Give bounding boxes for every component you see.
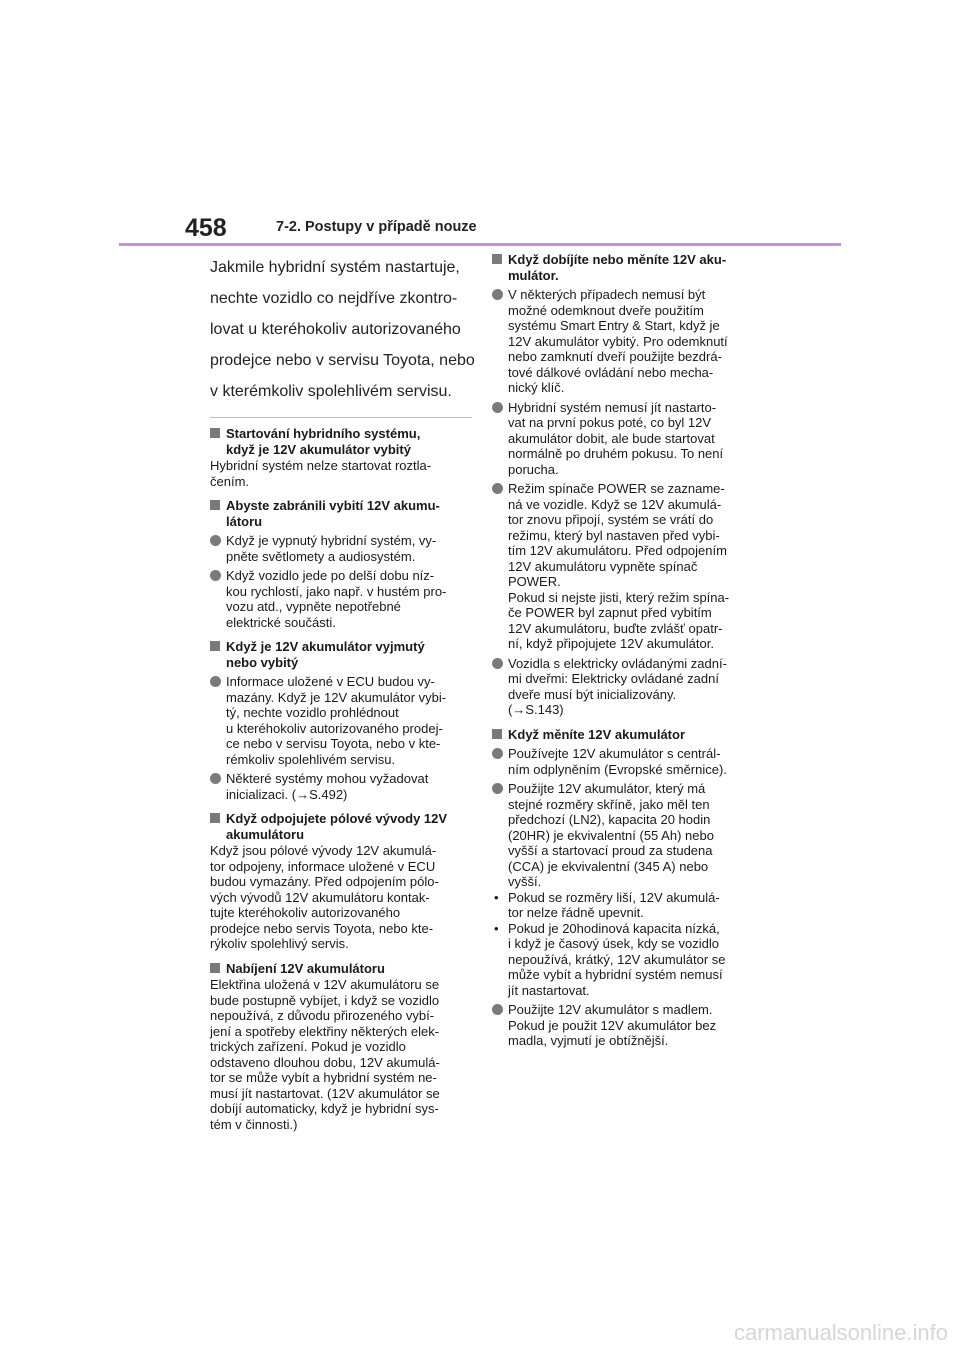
circle-bullet-icon bbox=[210, 773, 221, 784]
text-line: Použijte 12V akumulátor s madlem. bbox=[508, 1002, 713, 1017]
section-text bbox=[210, 977, 472, 1132]
text-line: pněte světlomety a audiosystém. bbox=[226, 548, 416, 564]
text-line: Režim spínače POWER se zazname- bbox=[508, 481, 725, 496]
text-line: Jakmile hybridní systém nastartuje, bbox=[210, 259, 460, 276]
text-line: (CCA) je ekvivalentní (345 A) nebo bbox=[508, 858, 709, 874]
list-item bbox=[210, 568, 472, 630]
text-line: látoru bbox=[226, 513, 263, 529]
text-line: Pokud si nejste jisti, který režim spína- bbox=[508, 589, 730, 605]
text-line: čením. bbox=[210, 473, 250, 489]
list-item bbox=[210, 771, 472, 802]
text-line: kou rychlostí, jako např. v hustém pro- bbox=[226, 583, 447, 599]
circle-bullet-icon bbox=[492, 402, 503, 413]
text-line: ní, když připojujete 12V akumulátor. bbox=[508, 636, 714, 651]
watermark: carmanualsonline.info bbox=[733, 1320, 948, 1345]
text-line: možné odemknout dveře použitím bbox=[508, 302, 704, 318]
list-item bbox=[492, 400, 758, 478]
square-bullet-icon bbox=[210, 428, 220, 438]
section-heading bbox=[210, 811, 472, 842]
text-line: rémkoliv spolehlivém servisu. bbox=[226, 751, 396, 767]
square-bullet-icon bbox=[492, 254, 502, 264]
text-line: inicializaci. (→S.492) bbox=[226, 786, 348, 802]
circle-bullet-icon bbox=[492, 1004, 503, 1015]
text-line: mazány. Když je 12V akumulátor vybi- bbox=[226, 689, 447, 705]
text-line: u kteréhokoliv autorizovaného prodej- bbox=[226, 720, 443, 736]
text-line: Když je vypnutý hybridní systém, vy- bbox=[226, 533, 437, 548]
text-line: předchozí (LN2), kapacita 20 hodin bbox=[508, 812, 711, 827]
text-line: Použijte 12V akumulátor, který má bbox=[508, 781, 706, 796]
text-line: elektrické součásti. bbox=[226, 614, 336, 630]
text-line: če POWER byl zapnut před vybitím bbox=[508, 605, 712, 620]
list-item bbox=[210, 533, 472, 564]
sub-list-item bbox=[492, 890, 758, 921]
text-line: Hybridní systém nelze startovat roztla- bbox=[210, 458, 432, 473]
square-bullet-icon bbox=[210, 813, 220, 823]
text-line: ná ve vozidle. Když se 12V akumulá- bbox=[508, 496, 722, 512]
small-bullet-icon: • bbox=[494, 889, 499, 905]
text-line: tujte kteréhokoliv autorizovaného bbox=[210, 905, 401, 920]
left-column bbox=[210, 252, 475, 1141]
text-line: vyšší. bbox=[508, 874, 542, 889]
text-line: Abyste zabránili vybití 12V akumu- bbox=[226, 498, 440, 513]
text-line: tové dálkové ovládání nebo mecha- bbox=[508, 364, 714, 380]
section-prevent-discharge bbox=[210, 498, 472, 630]
text-line: systému Smart Entry & Start, když je bbox=[508, 318, 720, 333]
circle-bullet-icon bbox=[492, 748, 503, 759]
sub-list-item bbox=[492, 921, 758, 999]
text-line: Informace uložené v ECU budou vy- bbox=[226, 674, 435, 689]
text-line: vozu atd., vypněte nepotřebné bbox=[226, 599, 401, 614]
text-line: Když je 12V akumulátor vyjmutý bbox=[226, 639, 425, 654]
page-number: 458 bbox=[185, 214, 227, 242]
text-line: prodejce nebo v servisu Toyota, nebo bbox=[210, 352, 475, 369]
text-line: 12V akumulátoru, buďte zvlášť opatr- bbox=[508, 620, 723, 636]
text-line: vých vývodů 12V akumulátoru kontak- bbox=[210, 889, 430, 905]
section-charging bbox=[210, 961, 472, 1133]
intro-paragraph bbox=[210, 252, 475, 407]
list-item bbox=[492, 656, 758, 718]
small-bullet-icon: • bbox=[494, 920, 499, 936]
text-line: Když jsou pólové vývody 12V akumulá- bbox=[210, 843, 437, 858]
text-line: jít nastartovat. bbox=[508, 982, 590, 998]
text-line: Když dobíjíte nebo měníte 12V aku- bbox=[508, 252, 727, 267]
square-bullet-icon bbox=[210, 963, 220, 973]
text-line: nebo vybitý bbox=[226, 654, 299, 670]
text-line: Pokud se rozměry liší, 12V akumulá- bbox=[508, 889, 720, 905]
text-line: nický klíč. bbox=[508, 380, 565, 395]
section-replacing-battery bbox=[492, 727, 758, 1049]
text-line: tý, nechte vozidlo prohlédnout bbox=[226, 705, 399, 720]
text-line: tor odpojeny, informace uložené v ECU bbox=[210, 858, 436, 874]
text-line: může vybít a hybridní systém nemusí bbox=[508, 967, 723, 982]
text-line: normálně po druhém pokusu. To není bbox=[508, 446, 724, 461]
text-line: když je 12V akumulátor vybitý bbox=[226, 441, 411, 457]
list-item bbox=[492, 287, 758, 396]
text-line: Pokud je 20hodinová kapacita nízká, bbox=[508, 920, 720, 936]
text-line: Elektřina uložená v 12V akumulátoru se bbox=[210, 977, 440, 992]
text-line: mulátor. bbox=[508, 267, 559, 283]
section-recharging-replacing bbox=[492, 252, 758, 718]
text-line: rýkoliv spolehlivý servis. bbox=[210, 936, 349, 951]
text-line: nepoužívá, krátký, 12V akumulátor se bbox=[508, 951, 726, 967]
text-line: dobíjí automaticky, když je hybridní sys- bbox=[210, 1101, 439, 1116]
text-line: odstaveno dlouhou dobu, 12V akumulá- bbox=[210, 1054, 440, 1070]
section-battery-removed bbox=[210, 639, 472, 802]
text-line: v kterémkoliv spolehlivém servisu. bbox=[210, 383, 452, 400]
text-line: (20HR) je ekvivalentní (55 Ah) nebo bbox=[508, 827, 714, 843]
section-heading bbox=[210, 961, 472, 977]
text-line: mi dveřmi: Elektricky ovládané zadní bbox=[508, 671, 719, 686]
square-bullet-icon bbox=[210, 641, 220, 651]
circle-bullet-icon bbox=[492, 658, 503, 669]
text-line: 12V akumulátoru vypněte spínač bbox=[508, 558, 698, 574]
section-heading bbox=[492, 252, 758, 283]
square-bullet-icon bbox=[492, 729, 502, 739]
chapter-title: 7-2. Postupy v případě nouze bbox=[276, 219, 477, 235]
square-bullet-icon bbox=[210, 500, 220, 510]
text-line: tor se může vybít a hybridní systém ne- bbox=[210, 1070, 437, 1085]
text-line: ce nebo v servisu Toyota, nebo v kte- bbox=[226, 736, 441, 751]
text-line: Používejte 12V akumulátor s centrál- bbox=[508, 746, 721, 761]
list-item bbox=[492, 481, 758, 652]
list-item bbox=[492, 746, 758, 777]
section-heading bbox=[210, 639, 472, 670]
circle-bullet-icon bbox=[210, 535, 221, 546]
text-line: akumulátoru bbox=[226, 826, 305, 842]
list-item bbox=[210, 674, 472, 767]
text-line: madla, vyjmutí je obtížnější. bbox=[508, 1033, 669, 1048]
text-line: musí jít nastartovat. (12V akumulátor se bbox=[210, 1085, 440, 1101]
text-line: tím 12V akumulátoru. Před odpojením bbox=[508, 543, 727, 558]
circle-bullet-icon bbox=[210, 570, 221, 581]
text-line: trických zařízení. Pokud je vozidlo bbox=[210, 1039, 406, 1054]
text-line: nebo zamknutí dveří použijte bezdrá- bbox=[508, 349, 722, 364]
right-column bbox=[492, 252, 758, 1058]
section-disconnect-terminals bbox=[210, 811, 472, 952]
text-line: Hybridní systém nemusí jít nastarto- bbox=[508, 399, 717, 415]
circle-bullet-icon bbox=[492, 783, 503, 794]
section-text bbox=[210, 843, 472, 952]
text-line: Když odpojujete pólové vývody 12V bbox=[226, 811, 448, 826]
text-line: Když měníte 12V akumulátor bbox=[508, 726, 685, 742]
text-line: i když je časový úsek, kdy se vozidlo bbox=[508, 936, 719, 951]
circle-bullet-icon bbox=[492, 483, 503, 494]
text-line: POWER. bbox=[508, 574, 561, 589]
list-item bbox=[492, 781, 758, 890]
section-starting-hybrid bbox=[210, 426, 472, 489]
section-text bbox=[210, 458, 472, 489]
text-line: prodejce nebo servis Toyota, nebo kte- bbox=[210, 920, 434, 936]
header-rule bbox=[119, 243, 841, 246]
text-line: stejné rozměry skříně, jako měl ten bbox=[508, 796, 710, 812]
text-line: lovat u kteréhokoliv autorizovaného bbox=[210, 321, 461, 338]
text-line: akumulátor dobit, ale bude startovat bbox=[508, 430, 715, 446]
text-line: Některé systémy mohou vyžadovat bbox=[226, 771, 429, 786]
section-heading bbox=[210, 498, 472, 529]
text-line: vat na první pokus poté, co byl 12V bbox=[508, 415, 712, 430]
text-line: nechte vozidlo co nejdříve zkontro- bbox=[210, 290, 458, 307]
section-heading bbox=[210, 426, 472, 457]
text-line: Vozidla s elektricky ovládanými zadní- bbox=[508, 655, 727, 671]
text-line: porucha. bbox=[508, 461, 559, 477]
text-line: nepoužívá, z důvodu přirozeného vybí- bbox=[210, 1008, 435, 1023]
circle-bullet-icon bbox=[210, 676, 221, 687]
section-divider bbox=[210, 417, 472, 418]
text-line: bude postupně vybíjet, i když se vozidlo bbox=[210, 992, 440, 1008]
text-line: tor nelze řádně upevnit. bbox=[508, 905, 644, 920]
text-line: 12V akumulátor vybitý. Pro odemknutí bbox=[508, 333, 728, 349]
text-line: Pokud je použit 12V akumulátor bez bbox=[508, 1017, 717, 1033]
text-line: dveře musí být inicializovány. bbox=[508, 686, 677, 702]
text-line: Když vozidlo jede po delší dobu níz- bbox=[226, 568, 435, 583]
text-line: V některých případech nemusí být bbox=[508, 287, 706, 302]
text-line: vyšší a startovací proud za studena bbox=[508, 843, 713, 858]
text-line: tém v činnosti.) bbox=[210, 1116, 298, 1132]
circle-bullet-icon bbox=[492, 289, 503, 300]
text-line: tor znovu připojí, systém se vrátí do bbox=[508, 512, 714, 527]
text-line: budou vymazány. Před odpojením pólo- bbox=[210, 874, 439, 889]
text-line: režimu, který byl nastaven před vybi- bbox=[508, 527, 720, 543]
text-line: ním odplyněním (Evropské směrnice). bbox=[508, 761, 727, 777]
section-heading bbox=[492, 727, 758, 743]
text-line: Nabíjení 12V akumulátoru bbox=[226, 960, 385, 976]
text-line: (→S.143) bbox=[508, 702, 564, 717]
list-item bbox=[492, 1002, 758, 1049]
text-line: Startování hybridního systému, bbox=[226, 426, 421, 441]
text-line: jení a spotřeby elektřiny některých elek- bbox=[210, 1023, 440, 1039]
